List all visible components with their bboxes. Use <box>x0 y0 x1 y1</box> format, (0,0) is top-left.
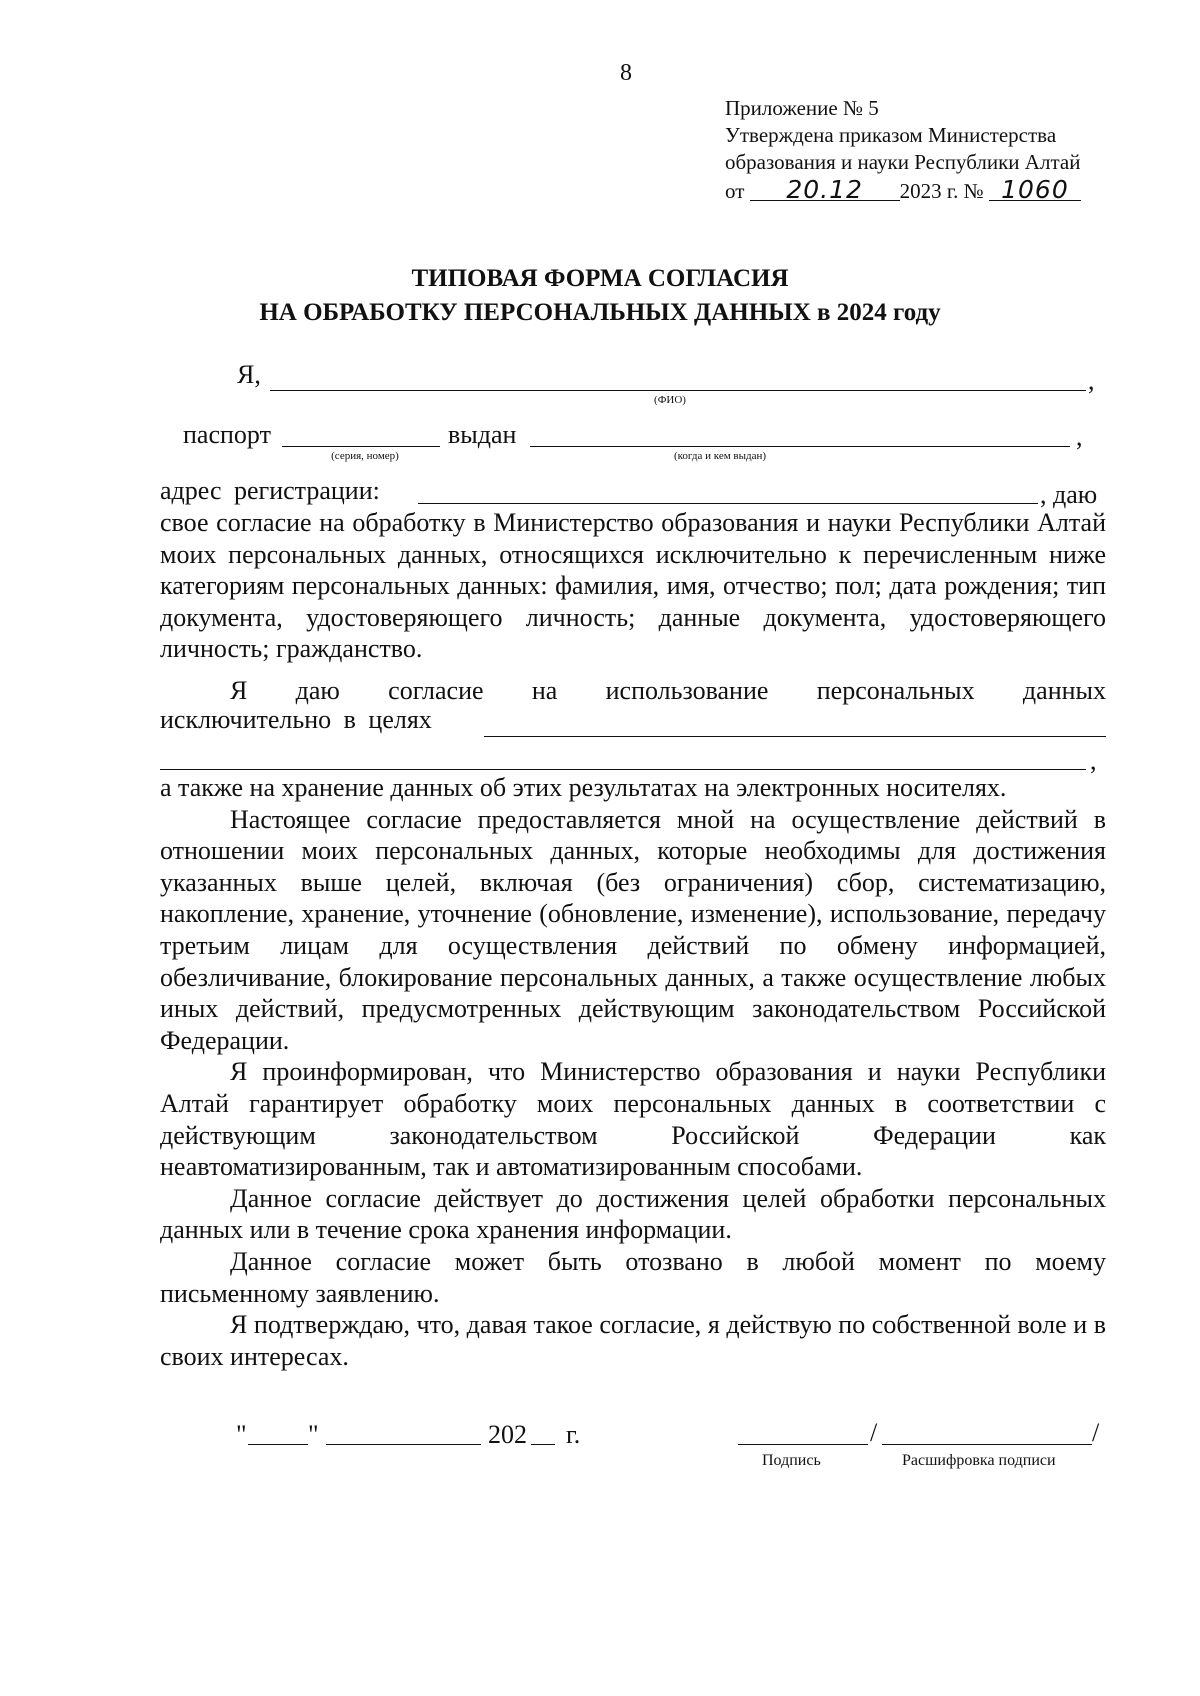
appendix-block <box>725 95 1081 205</box>
issued-label: выдан <box>448 420 517 449</box>
date-quote-open: " <box>236 1420 247 1449</box>
fio-comma: , <box>1088 366 1095 395</box>
sign-month-field[interactable] <box>326 1444 481 1445</box>
date-prefix: от <box>725 179 745 203</box>
appendix-date-line <box>725 176 1081 205</box>
purpose-label: исключительно в целях <box>160 705 432 734</box>
purpose-field[interactable] <box>484 736 1106 737</box>
signature-slash-2: / <box>1092 1418 1100 1447</box>
issued-field[interactable] <box>530 446 1070 447</box>
order-date: 20.12 <box>750 176 900 201</box>
paragraph-revocation: Данное согласие может быть отозвано в любой момент по моему письменному заявлению. <box>160 1246 1106 1308</box>
signature-decode-field[interactable] <box>882 1444 1092 1445</box>
purpose-field-2[interactable] <box>160 769 1086 770</box>
storage-text: а также на хранение данных об этих результатах на электронных носителях. <box>160 773 1007 802</box>
paragraph-informed: Я проинформирован, что Министерство образования и науки Республики Алтай гарантирует обработку моих персональных данных в соответствии с действующим законодательством Российской Федерации как неавтоматизированным, так и автоматизированным способами. <box>160 1057 1106 1182</box>
signature-decode-caption: Расшифровка подписи <box>902 1452 1056 1469</box>
address-label: адрес регистрации: <box>160 476 380 505</box>
title-line-1: ТИПОВАЯ ФОРМА СОГЛАСИЯ <box>411 265 789 292</box>
paragraph-confirmation: Я подтверждаю, что, давая такое согласие, я действую по собственной воле и в своих интересах. <box>160 1310 1106 1371</box>
paragraph-consent <box>160 507 1106 665</box>
appendix-line-3: образования и науки Республики Алтай <box>725 150 1081 174</box>
page-number: 8 <box>620 60 632 86</box>
fio-field[interactable] <box>270 390 1086 391</box>
body-text <box>160 772 1106 1372</box>
paragraph-actions: Настоящее согласие предоставляется мной на осуществление действий в отношении моих персональных данных, которые необходимы для достижения указанных выше целей, включая (без ограничения) сбор, систематизацию, накопление, хранение, уточнение (обновление, изменение), использование, передачу третьим лицам для осуществления действий по обмену информацией, обезличивание, блокирование персональных данных, а также осуществление любых иных действий, предусмотренных действующим законодательством Российской Федерации. <box>160 804 1106 1055</box>
order-year: 2023 г. № <box>899 179 984 203</box>
order-number: 1060 <box>989 176 1081 201</box>
give-label: , даю <box>1040 480 1098 509</box>
date-quote-close: " <box>308 1420 319 1449</box>
i-label: Я, <box>237 360 261 389</box>
signature-field[interactable] <box>738 1444 868 1445</box>
year-suffix: г. <box>566 1420 581 1449</box>
passport-series-field[interactable] <box>282 446 440 447</box>
appendix-line-1: Приложение № 5 <box>725 96 879 120</box>
fio-caption: (ФИО) <box>654 394 686 406</box>
year-prefix: 202 <box>488 1420 527 1449</box>
series-caption: (серия, номер) <box>331 450 399 462</box>
issued-caption: (когда и кем выдан) <box>673 450 767 462</box>
appendix-line-2: Утверждена приказом Министерства <box>725 123 1057 147</box>
title-line-2: НА ОБРАБОТКУ ПЕРСОНАЛЬНЫХ ДАННЫХ в 2024 году <box>259 299 941 326</box>
purpose-comma: , <box>1090 746 1097 775</box>
passport-label: паспорт <box>183 420 271 449</box>
sign-year-field[interactable] <box>531 1444 555 1445</box>
signature-caption: Подпись <box>762 1452 821 1469</box>
document-title <box>0 262 1200 330</box>
sign-day-field[interactable] <box>248 1444 308 1445</box>
consent-text: свое согласие на обработку в Министерство образования и науки Республики Алтай моих персональных данных, относящихся исключительно к перечисленным ниже категориям персональных данных: фамилия, имя, отчество; пол; дата рождения; тип документа, удостоверяющего личность; данные документа, удостоверяющего личность; гражданство. <box>160 508 1106 664</box>
address-field[interactable] <box>418 503 1038 504</box>
paragraph-usage-start: Я даю согласие на использование персональных данных <box>230 676 1106 705</box>
issued-comma: , <box>1076 422 1083 451</box>
signature-slash-1: / <box>870 1418 878 1447</box>
paragraph-validity: Данное согласие действует до достижения целей обработки персональных данных или в течение срока хранения информации. <box>160 1183 1106 1245</box>
